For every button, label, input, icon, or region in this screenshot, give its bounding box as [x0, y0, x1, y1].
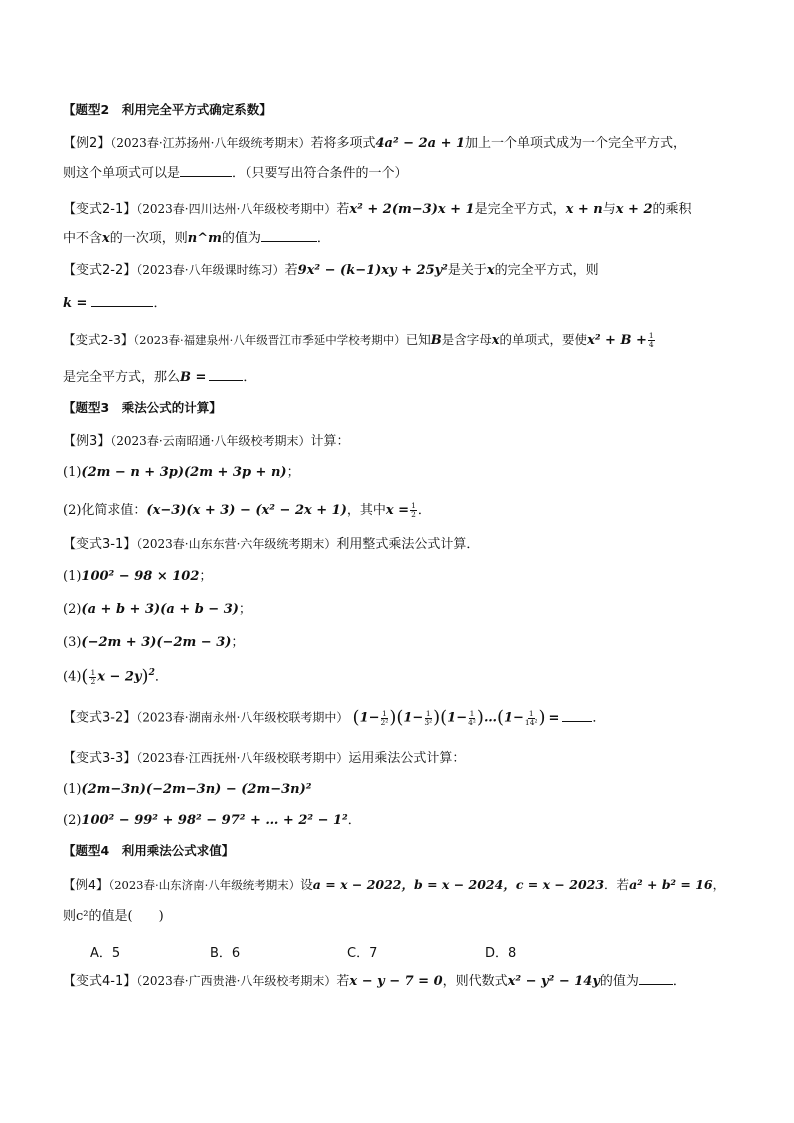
- numerator: 1: [528, 708, 534, 718]
- question-text: 的值为: [599, 974, 639, 989]
- numerator: 1: [382, 708, 387, 718]
- source-note: （2023春·山东东营·六年级统考期末）: [136, 537, 337, 551]
- math-expr: (−2m + 3)(−2m − 3): [81, 635, 232, 650]
- punct: ．: [672, 974, 686, 989]
- answer-blank: [91, 306, 153, 307]
- example-4-line1: [63, 879, 725, 892]
- part-number: (1): [63, 569, 82, 584]
- denominator: 2: [411, 509, 416, 519]
- punct: ；: [286, 465, 300, 480]
- variant-tag: 【变式3-1】: [63, 537, 137, 552]
- paren-open: (: [81, 666, 89, 687]
- question-text: 利用整式乘法公式计算．: [336, 537, 480, 552]
- math-expr: (2m − n + 3p)(2m + 3p + n): [81, 465, 287, 480]
- punct: ；: [238, 602, 252, 617]
- math-var: x: [491, 332, 500, 348]
- punct: ．: [347, 813, 361, 828]
- question-text: ，其中: [346, 502, 386, 518]
- part-number: (2): [63, 602, 82, 617]
- numerator: 1: [648, 331, 654, 340]
- variant-tag: 【变式2-1】: [63, 202, 137, 217]
- question-text: ．: [316, 231, 330, 246]
- math-expr: (2m−3n)(−2m−3n) − (2m−3n)²: [81, 782, 312, 797]
- variant-tag: 【变式3-2】: [63, 710, 137, 726]
- variant-2-1-line1: [63, 203, 692, 216]
- source-note: （2023春·福建泉州·八年级晋江市季延中学校考期中）: [133, 332, 406, 347]
- question-text: ．: [243, 370, 257, 385]
- example-2-line1: [63, 137, 686, 150]
- variant-3-3-line1: [63, 752, 465, 765]
- paren-close: ): [538, 707, 546, 728]
- paren-open: (: [396, 707, 404, 728]
- question-text: ，则代数式: [442, 974, 508, 989]
- math-var: x: [102, 231, 110, 246]
- example-tag: 【例3】: [63, 434, 111, 449]
- denominator: 4: [648, 339, 654, 349]
- paren-open: (: [352, 707, 360, 728]
- math-expr: a = x − 2022，b = x − 2024，c = x − 2023: [312, 877, 605, 892]
- fraction: [381, 710, 389, 727]
- math-expr: a² + b² = 16: [629, 877, 713, 892]
- question-text: 的完全平方式，则: [494, 263, 599, 278]
- fraction: [89, 669, 96, 686]
- question-text: 则这个单项式可以是: [63, 166, 181, 181]
- fraction: [648, 332, 655, 349]
- math-expr: 9x² − (k−1)xy + 25y²: [297, 263, 448, 278]
- math-var: x: [486, 263, 495, 278]
- variant-tag: 【变式2-3】: [63, 331, 134, 347]
- one: 1−: [403, 710, 424, 726]
- answer-blank: [639, 984, 673, 985]
- denominator: 2: [90, 676, 96, 686]
- math-expr: 4a² − 2a + 1: [375, 136, 466, 151]
- part-number: (2): [63, 813, 82, 828]
- question-text: 运用乘法公式计算：: [348, 751, 466, 766]
- option-c[interactable]: C．7: [347, 946, 378, 961]
- variant-4-1-line1: [63, 975, 686, 988]
- math-expr: n^m: [187, 231, 222, 246]
- one: 1−: [447, 710, 468, 726]
- question-text: 若将多项式: [310, 136, 376, 151]
- variant-3-1-item2: [63, 603, 252, 616]
- option-b[interactable]: B．6: [210, 946, 241, 961]
- math-expr: x − 2y: [97, 669, 142, 685]
- fraction: [410, 502, 417, 519]
- question-text: ．: [153, 296, 167, 311]
- question-text: ．（只要写出符合条件的一个）: [232, 166, 408, 181]
- variant-3-1-line1: [63, 538, 479, 551]
- paren-close: ): [389, 707, 397, 728]
- math-expr: x + n: [565, 202, 603, 217]
- math-expr: 100² − 99² + 98² − 97² + … + 2² − 1²: [81, 813, 348, 828]
- math-expr: x² + 2(m−3)x + 1: [349, 202, 475, 217]
- source-note: （2023春·湖南永州·八年级校联考期中）: [136, 710, 349, 725]
- source-note: （2023春·四川达州·八年级校考期中）: [136, 202, 337, 216]
- question-text: 与: [602, 202, 616, 217]
- example-3-part1: [63, 466, 300, 479]
- one: 1−: [503, 710, 524, 726]
- numerator: 1: [90, 667, 96, 677]
- variant-2-2-line2: [63, 297, 166, 310]
- source-note: （2023春·云南昭通·八年级校考期末）: [110, 434, 311, 448]
- paren-open: (: [440, 707, 448, 728]
- question-text: 是完全平方式，: [474, 202, 566, 217]
- fraction: [424, 710, 432, 727]
- punct: ；: [231, 635, 245, 650]
- answer-blank: [209, 380, 243, 381]
- fraction: [468, 710, 476, 727]
- numerator: 1: [425, 708, 431, 718]
- question-text: 若: [336, 974, 350, 989]
- variant-tag: 【变式2-2】: [63, 263, 137, 278]
- variant-tag: 【变式3-3】: [63, 751, 137, 766]
- math-expr: x − y − 7 = 0: [349, 974, 443, 989]
- math-expr: x + 2: [615, 202, 653, 217]
- math-expr: k =: [63, 296, 88, 311]
- answer-blank: [261, 241, 317, 242]
- math-expr: 100² − 98 × 102: [81, 569, 200, 584]
- section-title-type3: 【题型3 乘法公式的计算】: [63, 400, 222, 415]
- section-title-type4: 【题型4 利用乘法公式求值】: [63, 843, 235, 858]
- fraction: [525, 710, 538, 727]
- math-expr: (x−3)(x + 3) − (x² − 2x + 1): [146, 502, 347, 518]
- example-tag: 【例4】: [63, 877, 109, 892]
- math-expr: x² − y² − 14y: [507, 974, 600, 989]
- option-d[interactable]: D．8: [485, 946, 517, 961]
- example-3-line1: [63, 435, 349, 448]
- variant-2-2-line1: [63, 264, 599, 277]
- part-number: (4): [63, 669, 82, 685]
- question-text: 设: [300, 877, 313, 892]
- section-title-type2: 【题型2 利用完全平方式确定系数】: [63, 102, 272, 117]
- question-text: 已知: [405, 331, 431, 347]
- source-note: （2023春·八年级课时练习）: [136, 263, 285, 277]
- question-text: 的单项式，要使: [499, 331, 588, 347]
- ellipsis: …: [483, 710, 497, 726]
- option-a[interactable]: A．5: [90, 946, 121, 961]
- variant-3-1-item1: [63, 570, 212, 583]
- example-3-part2: [63, 502, 431, 519]
- example-4-line2: 则c²的值是( ): [63, 909, 164, 924]
- question-text: 的值为: [221, 231, 261, 246]
- answer-blank: [562, 721, 592, 722]
- question-text: 的乘积: [652, 202, 692, 217]
- variant-3-1-item4: [63, 668, 168, 686]
- source-note: （2023春·江西抚州·八年级校联考期中）: [136, 751, 349, 765]
- variant-3-3-item2: [63, 814, 361, 827]
- paren-close: ): [433, 707, 441, 728]
- paren-open: (: [496, 707, 504, 728]
- variant-2-3-line1: [63, 332, 656, 349]
- question-text: (2)化简求值：: [63, 502, 147, 518]
- question-text: ．若: [604, 877, 630, 892]
- variant-3-2-line1: [63, 709, 605, 727]
- question-text: 是含字母: [441, 331, 492, 347]
- denominator: 4²: [468, 717, 476, 727]
- variant-tag: 【变式4-1】: [63, 974, 137, 989]
- variant-2-3-line2: [63, 371, 256, 384]
- question-text: 加上一个单项式成为一个完全平方式，: [465, 136, 687, 151]
- paren-close: ): [141, 666, 149, 687]
- math-var: B: [430, 332, 442, 348]
- denominator: 14²: [524, 717, 538, 727]
- variant-2-1-line2: [63, 232, 330, 245]
- question-text: 计算：: [310, 434, 350, 449]
- source-note: （2023春·山东济南·八年级统考期末）: [108, 878, 301, 892]
- paren-close: ): [476, 707, 484, 728]
- numerator: 1: [411, 501, 416, 510]
- source-note: （2023春·广西贵港·八年级校考期末）: [136, 974, 337, 988]
- question-text: 中不含: [63, 231, 103, 246]
- question-text: 的一次项，则: [109, 231, 188, 246]
- math-expr: (a + b + 3)(a + b − 3): [81, 602, 239, 617]
- punct: ．: [592, 710, 606, 726]
- exponent: 2: [148, 668, 155, 679]
- one: 1−: [359, 710, 380, 726]
- example-2-line2: [63, 167, 408, 180]
- denominator: 2²: [380, 717, 389, 727]
- part-number: (1): [63, 782, 82, 797]
- answer-blank: [180, 176, 232, 177]
- question-text: 若: [336, 202, 350, 217]
- denominator: 3²: [424, 717, 433, 727]
- source-note: （2023春·江苏扬州·八年级统考期末）: [110, 136, 311, 150]
- variant-3-3-item1: [63, 783, 311, 796]
- punct: ．: [417, 502, 431, 518]
- example-tag: 【例2】: [63, 136, 111, 151]
- question-text: 若: [284, 263, 298, 278]
- question-text: ，: [712, 877, 726, 892]
- variant-3-1-item3: [63, 636, 244, 649]
- punct: ；: [199, 569, 213, 584]
- numerator: 1: [469, 708, 475, 718]
- math-expr: x =: [385, 502, 410, 518]
- math-expr: x² + B +: [587, 332, 647, 348]
- part-number: (3): [63, 635, 82, 650]
- math-expr: B =: [180, 370, 207, 385]
- equals: =: [548, 710, 560, 726]
- question-text: 是关于: [447, 263, 487, 278]
- question-text: 是完全平方式，那么: [63, 370, 181, 385]
- part-number: (1): [63, 465, 82, 480]
- punct: ．: [154, 669, 168, 685]
